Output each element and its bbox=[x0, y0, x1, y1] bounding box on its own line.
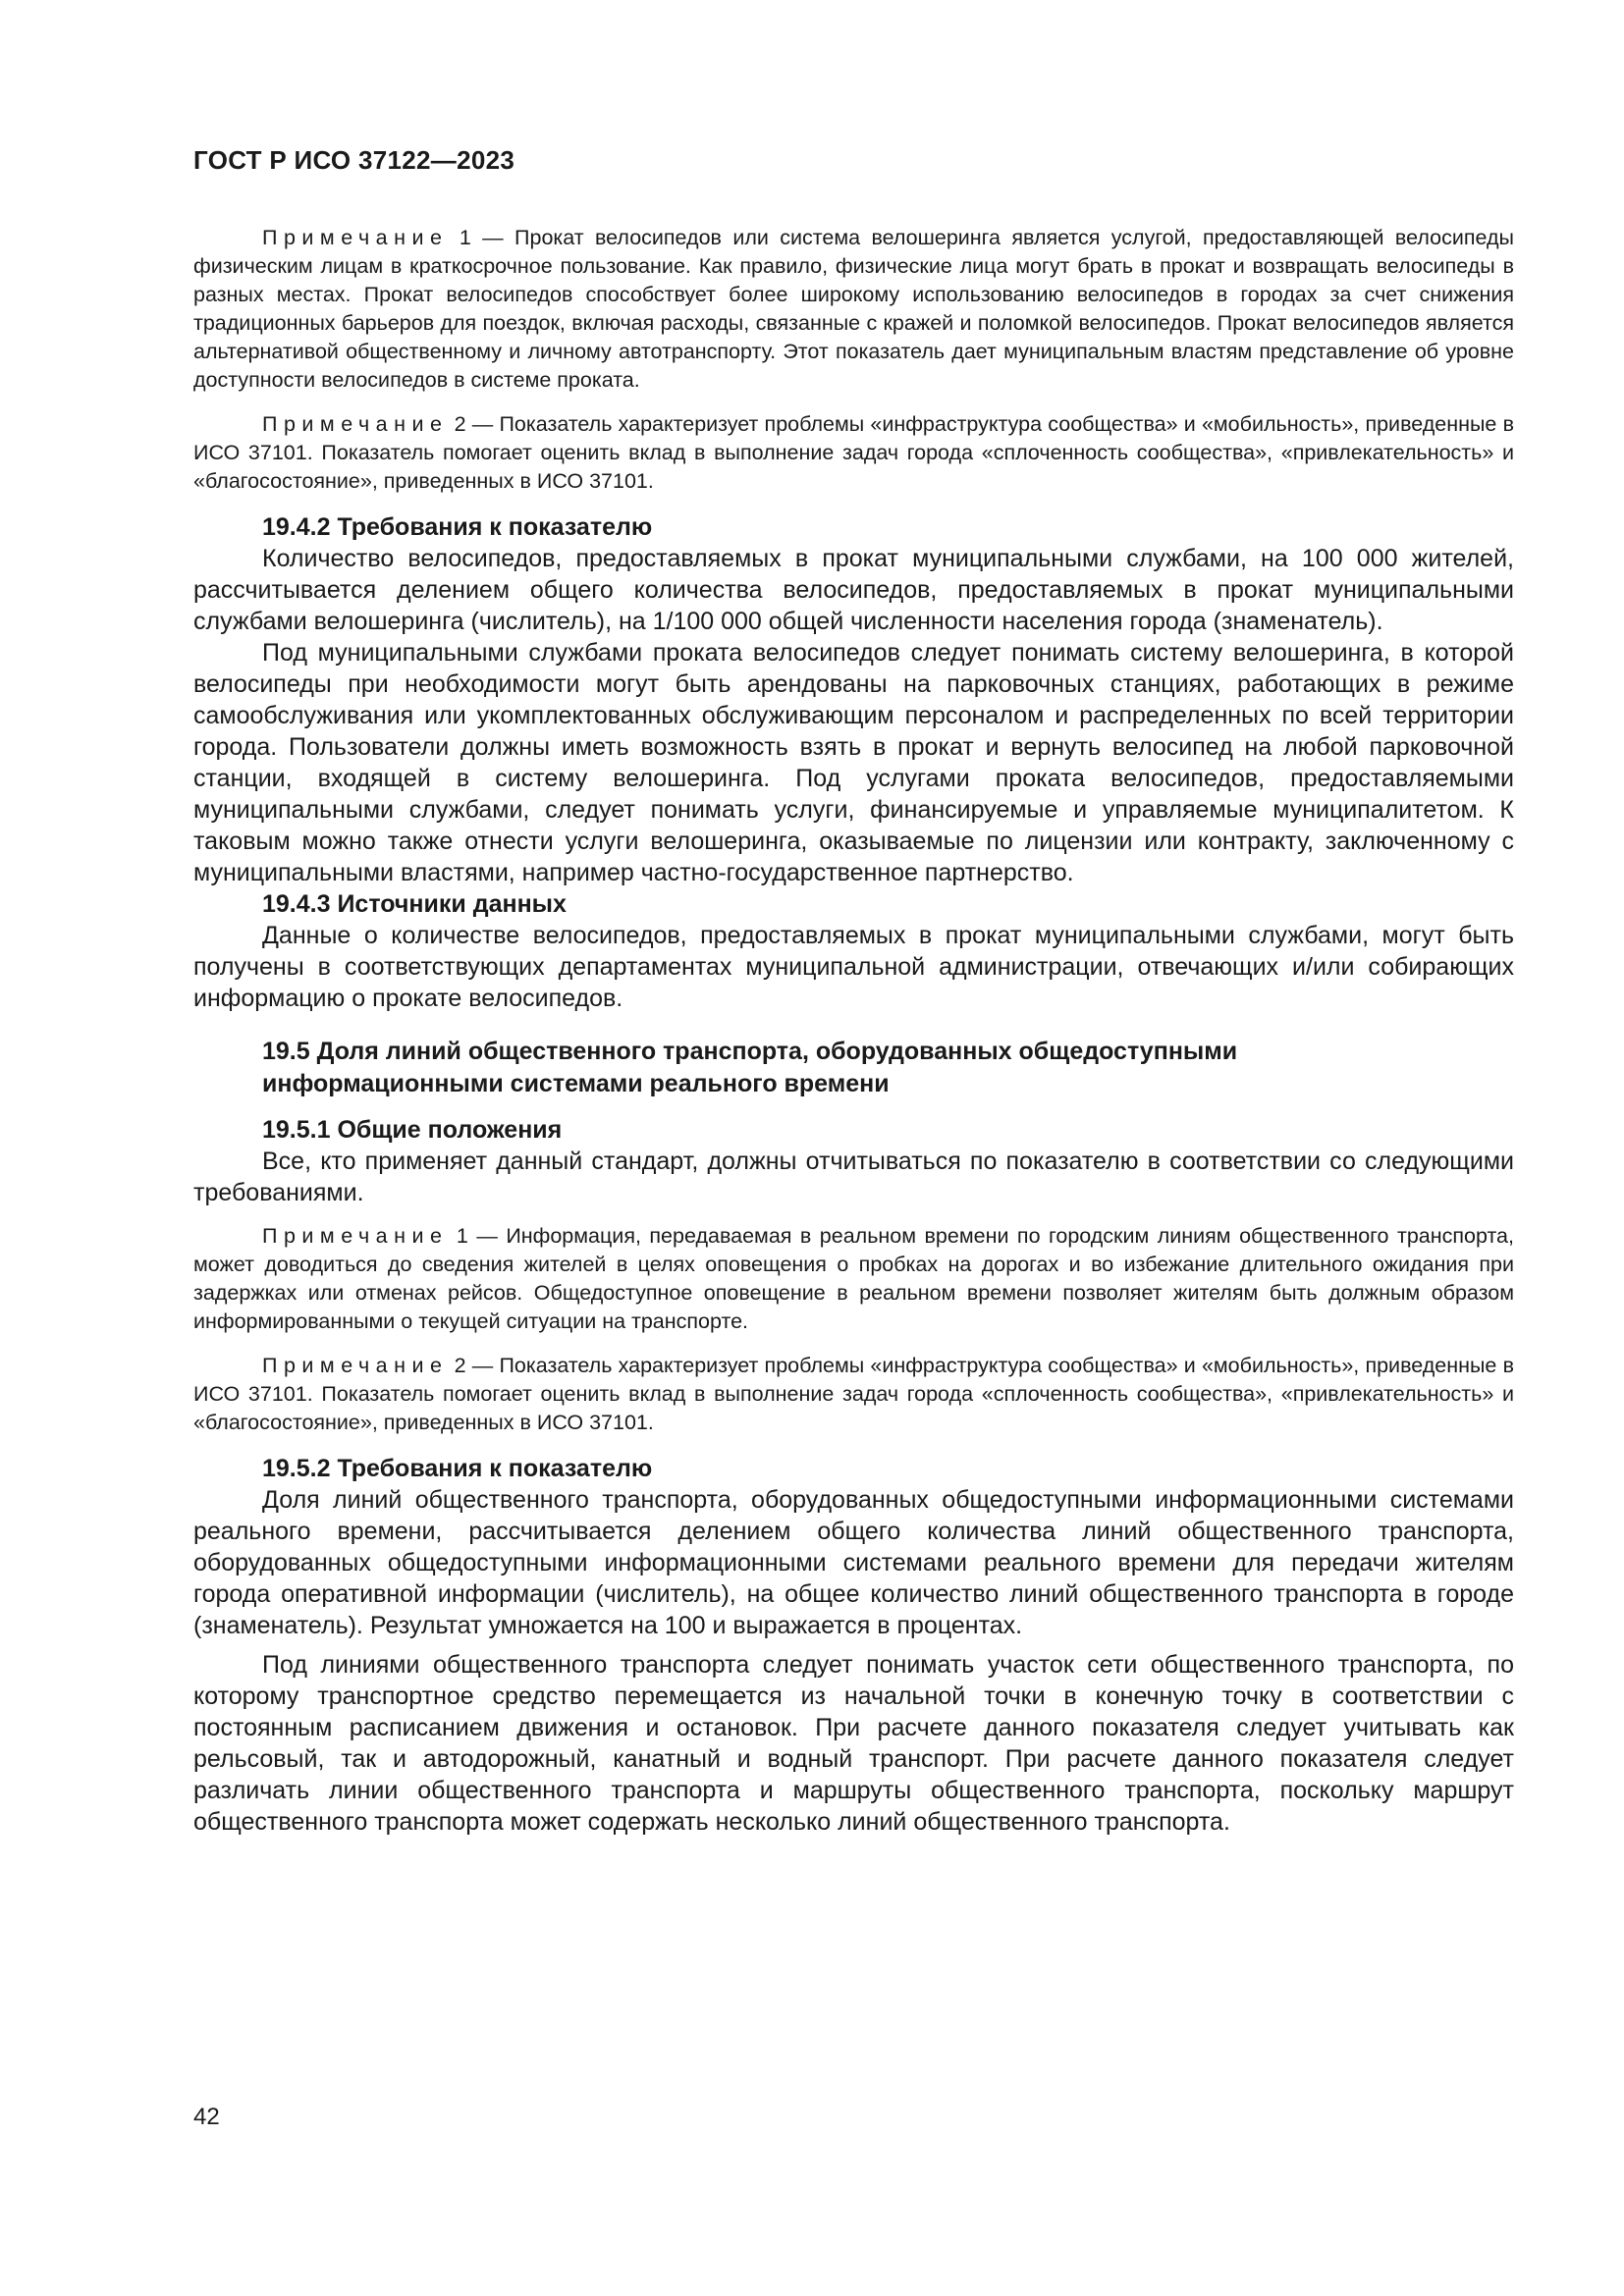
heading-19-5-2: 19.5.2 Требования к показателю bbox=[262, 1455, 653, 1482]
paragraph: Под линиями общественного транспорта следует понимать участок сети общественного транспорта, по которому транспортное средство перемещается из начальной точки в конечную точку в соответствии с постоянным расписанием движения и остановок. При расчете данного показателя следует учитывать как рельсовый, так и автодорожный, канатный и водный транспорт. При расчете данного показателя следует различать линии общественного транспорта и маршруты общественного транспорта, поскольку маршрут общественного транспорта может содержать несколько линий общественного транспорта. bbox=[193, 1651, 1514, 1836]
note-4 bbox=[193, 1352, 1514, 1437]
note-1 bbox=[193, 224, 1514, 395]
paragraph: Под муниципальными службами проката велосипедов следует понимать систему велошеринга, в которой велосипеды при необходимости могут быть арендованы на парковочных станциях, работающих в режиме самообслуживания или укомплектованных обслуживающим персоналом и распределенных по всей территории города. Пользователи должны иметь возможность взять в прокат и вернуть велосипед на любой парковочной станции, входящей в систему велошеринга. Под услугами проката велосипедов, предоставляемыми муниципальными службами, следует понимать услуги, финансируемые и управляемые муниципалитетом. К таковым можно также отнести услуги велошеринга, оказываемые по лицензии или контракту, заключенному с муниципальными властями, например частно-государственное партнерство. bbox=[193, 639, 1514, 886]
heading-19-5 bbox=[193, 1036, 1514, 1100]
paragraph: Количество велосипедов, предоставляемых в прокат муниципальными службами, на 100 000 жителей, рассчитывается делением общего количества велосипедов, предоставляемых в прокат муниципальными службами велошеринга (числитель), на 1/100 000 общей численности населения города (знаменатель). bbox=[193, 545, 1514, 635]
heading-19-4-2: 19.4.2 Требования к показателю bbox=[262, 513, 653, 541]
note-2 bbox=[193, 410, 1514, 496]
note-label: Примечание bbox=[262, 412, 449, 436]
note-3 bbox=[193, 1222, 1514, 1336]
note-text: 2 — Показатель характеризует проблемы «инфраструктура сообщества» и «мобильность», приведенные в ИСО 37101. Показатель помогает оценить вклад в выполнение задач города «сплоченность сообщества», «привлекательность» и «благосостояние», приведенных в ИСО 37101. bbox=[193, 1354, 1514, 1434]
document-header: ГОСТ Р ИСО 37122—2023 bbox=[193, 145, 515, 175]
paragraph: Данные о количестве велосипедов, предоставляемых в прокат муниципальными службами, могут быть получены в соответствующих департаментах муниципальной администрации, отвечающих и/или собирающих информацию о прокате велосипедов. bbox=[193, 922, 1514, 1012]
note-label: Примечание bbox=[262, 226, 449, 249]
note-text: 2 — Показатель характеризует проблемы «инфраструктура сообщества» и «мобильность», приведенные в ИСО 37101. Показатель помогает оценить вклад в выполнение задач города «сплоченность сообщества», «привлекательность» и «благосостояние», приведенных в ИСО 37101. bbox=[193, 412, 1514, 493]
note-label: Примечание bbox=[262, 1224, 449, 1248]
heading-19-5-1: 19.5.1 Общие положения bbox=[262, 1116, 563, 1144]
heading-19-5-line-2: информационными системами реального времени bbox=[262, 1070, 890, 1097]
page-number: 42 bbox=[193, 2104, 220, 2130]
paragraph: Доля линий общественного транспорта, оборудованных общедоступными информационными системами реального времени, рассчитывается делением общего количества линий общественного транспорта, оборудованных общедоступными информационными системами реального времени для передачи жителям города оперативной информации (числитель), на общее количество линий общественного транспорта в городе (знаменатель). Результат умножается на 100 и выражается в процентах. bbox=[193, 1486, 1514, 1639]
heading-19-4-3: 19.4.3 Источники данных bbox=[262, 890, 567, 918]
page-content bbox=[193, 224, 1514, 1838]
heading-19-5-line-1: 19.5 Доля линий общественного транспорта, оборудованных общедоступными bbox=[262, 1038, 1238, 1065]
note-text: 1 — Прокат велосипедов или система велошеринга является услугой, предоставляющей велосипеды физическим лицам в краткосрочное пользование. Как правило, физические лица могут брать в прокат и возвращать велосипеды в разных местах. Прокат велосипедов способствует более широкому использованию велосипедов в городах за счет снижения традиционных барьеров для поездок, включая расходы, связанные с кражей и поломкой велосипедов. Прокат велосипедов является альтернативой общественному и личному автотранспорту. Этот показатель дает муниципальным властям представление об уровне доступности велосипедов в системе проката. bbox=[193, 226, 1514, 392]
note-label: Примечание bbox=[262, 1354, 449, 1377]
paragraph: Все, кто применяет данный стандарт, должны отчитываться по показателю в соответствии со следующими требованиями. bbox=[193, 1148, 1514, 1206]
note-text: 1 — Информация, передаваемая в реальном времени по городским линиям общественного транспорта, может доводиться до сведения жителей в целях оповещения о пробках на дорогах и во избежание длительного ожидания при задержках или отменах рейсов. Общедоступное оповещение в реальном времени позволяет жителям быть должным образом информированными о текущей ситуации на транспорте. bbox=[193, 1224, 1514, 1333]
